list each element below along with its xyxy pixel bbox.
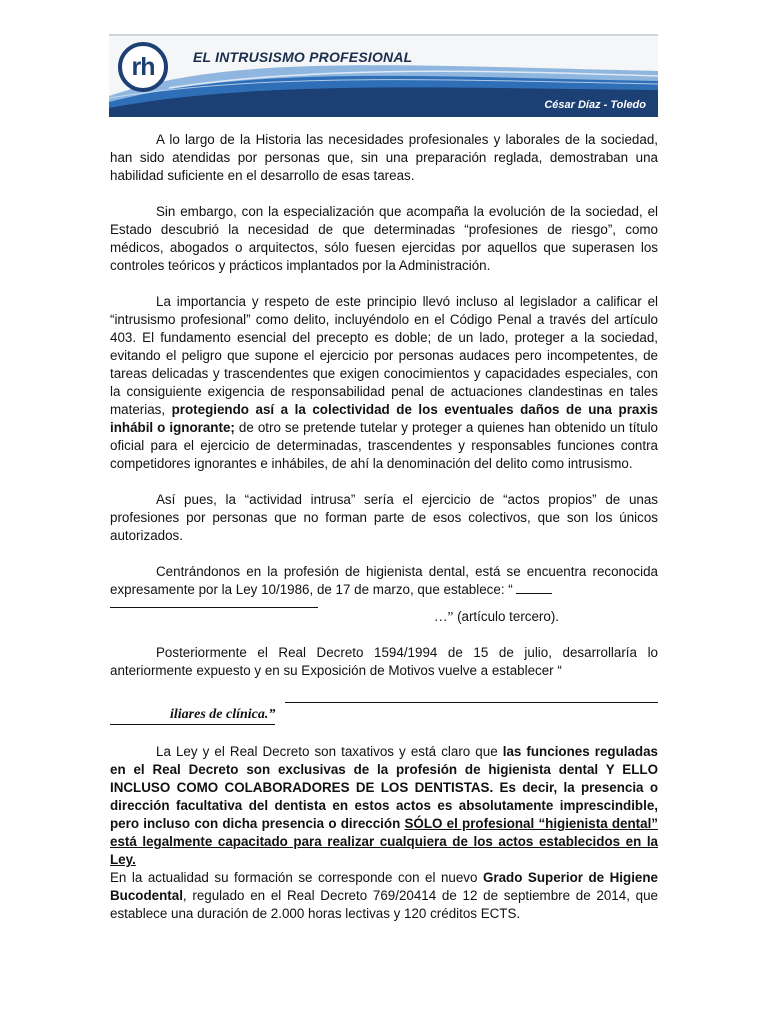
- p3-d: de otro se pretende tutelar y proteger a quienes han obtenido un título oficial para el ejercicio de determinadas, trascendentes y responsables funciones contra competidores ignorantes e inhábiles, de ahí la denominación del delito como: [110, 420, 659, 471]
- p7-c: SÓLO el profesional “higienista dental” está legalmente capacitado para realizar cualquiera de los actos establecidos en la Ley.: [110, 816, 658, 867]
- blank-rule-left: [110, 599, 318, 608]
- p7-b: las funciones reguladas en el Real Decreto son exclusivas de la profesión de higienista dental Y ELLO INCLUSO COMO COLABORADORES DE LOS DENTISTAS. Es decir, la presencia o dirección facultativa del dentista en estos actos es absolutamente imprescindible, pero incluso con dicha presencia o dirección: [110, 744, 658, 831]
- p5-text: Centrándonos en la profesión de higienista dental, está se encuentra reconocida expresamente por la Ley 10/1986, de 17 de marzo, que establece: “: [110, 564, 658, 597]
- paragraph-8: [110, 869, 658, 923]
- citation: [110, 608, 658, 626]
- paragraph-5: [110, 563, 658, 599]
- paragraph-7: [110, 743, 658, 869]
- paragraph-3: [110, 293, 658, 473]
- p3-c: protegiendo así a la colectividad de los eventuales daños de una praxis inhábil o ignorante;: [110, 402, 658, 435]
- p8-a: En la actualidad su formación se corresponde con el nuevo: [110, 870, 483, 885]
- paragraph-4: Así pues, la “actividad intrusa” sería el ejercicio de “actos propios” de unas profesiones por personas que no forman parte de esos colectivos, que son los únicos autorizados.: [110, 492, 658, 543]
- paragraph-1: A lo largo de la Historia las necesidades profesionales y laborales de la sociedad, han sido atendidas por personas que, sin una preparación reglada, demostraban una habilidad suficiente en el desarrollo de esas tareas.: [110, 132, 658, 183]
- paragraph-2: Sin embargo, con la especialización que acompaña la evolución de la sociedad, el Estado descubrió la necesidad de que determinadas “profesiones de riesgo”, como médicos, abogados o arquitectos, sólo fuesen ejercidas por aquellos que superasen los controles teóricos y prácticos implantados por la Administración.: [110, 204, 658, 273]
- p8-c: , regulado en el Real Decreto 769/20414 de 12 de septiembre de 2014, que establece una duración de 2.000 horas lectivas y 120 créditos ECTS.: [110, 888, 658, 921]
- p3-a: La importancia y respeto de este principio llevó incluso al legislador a calificar el “intrusismo profesional” como delito, incluyéndolo en el Código Penal a través del artículo 403. El fundamento esencial del precepto es doble;: [110, 294, 658, 345]
- p3-e: intrusismo.: [564, 456, 633, 471]
- rh-logo: rh: [118, 42, 168, 92]
- header-banner: [109, 34, 658, 117]
- p7-a: La Ley y el Real Decreto son taxativos y está claro que: [156, 744, 503, 759]
- p3-b: de un lado, proteger a la sociedad, evitando el peligro que supone el ejercicio por personas audaces pero incompetentes, de tareas delicadas y trascendentes que exigen conocimientos y capacidades especiales, con la consiguiente exigencia de responsabilidad penal de actuaciones clandestinas en tales materias,: [110, 330, 658, 417]
- citation-text: (artículo tercero).: [453, 609, 560, 624]
- blank-line: [516, 581, 552, 594]
- banner-title: EL INTRUSISMO PROFESIONAL: [193, 49, 413, 65]
- citation-dots: …”: [434, 609, 454, 624]
- document-body: [110, 131, 658, 923]
- banner-author: César Díaz - Toledo: [544, 99, 646, 111]
- clinic-fragment: iliares de clínica.”: [110, 706, 275, 725]
- paragraph-6: Posteriormente el Real Decreto 1594/1994 de 15 de julio, desarrollaría lo anteriormente expuesto y en su Exposición de Motivos vuelve a establecer “: [110, 645, 658, 678]
- blank-rule-right: [285, 680, 658, 703]
- p8-b: Grado Superior de Higiene Bucodental: [110, 870, 658, 903]
